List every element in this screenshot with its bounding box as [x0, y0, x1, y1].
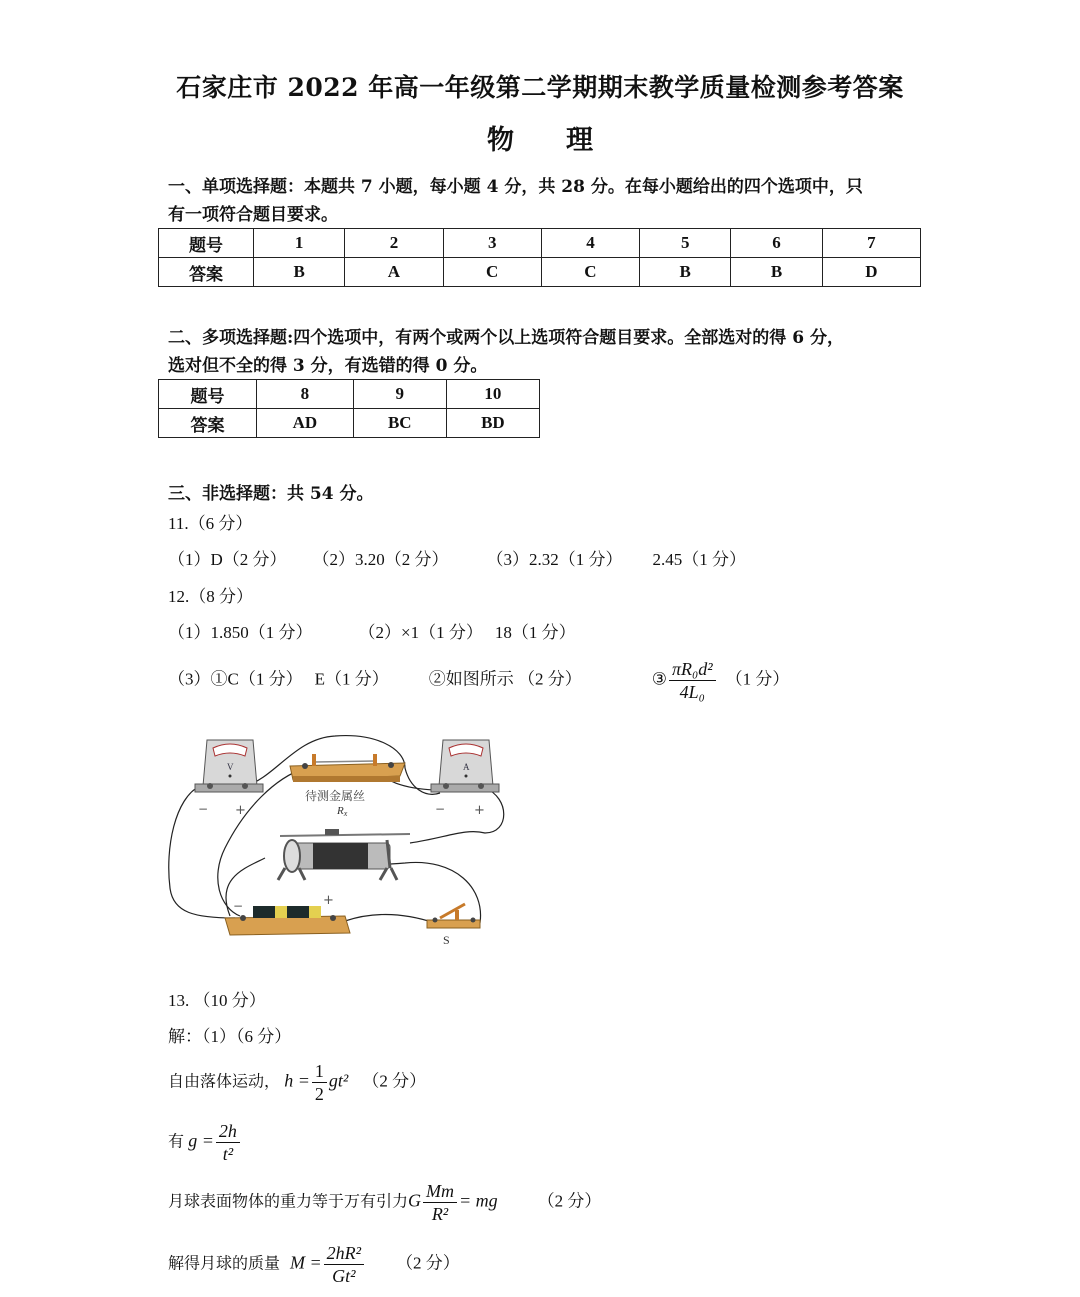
question-number: 8 [257, 380, 354, 409]
subject-char: 理 [566, 125, 593, 156]
fraction: $\frac{\text{2hR²}}{\text{Gt²}}$ [324, 1242, 364, 1287]
q12-title: 12.（8 分） [168, 587, 253, 606]
q11-part: （1）D（2 分） [168, 550, 287, 569]
q12-answers-line2 [168, 658, 789, 703]
svg-text:V: V [227, 762, 234, 772]
question-number: 4 [541, 229, 639, 258]
resistivity-formula: $\frac{\text{πR₀d²}}{\text{4L₀}}$ [669, 658, 716, 703]
section3-heading: 三、非选择题：共 54 分。 [168, 484, 374, 504]
answer-cell: D [822, 258, 920, 287]
section1-heading-line2: 有一项符合题目要求。 [168, 205, 338, 225]
answer-cell: A [345, 258, 443, 287]
section2-heading-line1: 二、多项选择题:四个选项中，有两个或两个以上选项符合题目要求。全部选对的得 6 分， [168, 328, 844, 348]
answer-cell: C [541, 258, 639, 287]
q13-title: 13. （10 分） [168, 991, 266, 1010]
svg-text:+: + [474, 803, 485, 818]
q11-part: 2.45（1 分） [652, 550, 747, 569]
answer-cell: B [731, 258, 822, 287]
row-label: 答案 [159, 258, 254, 287]
multiple-choice-answer-table [158, 379, 540, 438]
answer-cell: AD [257, 409, 354, 438]
fraction: $\frac{2h}{\text{t²}}$ [216, 1120, 240, 1165]
q12-part: （3）①C（1 分） [168, 669, 303, 689]
q12-part: ③ [651, 669, 667, 689]
q12-part: 18（1 分） [494, 623, 576, 642]
question-number: 2 [345, 229, 443, 258]
q12-part: ②如图所示 （2 分） [428, 669, 582, 689]
table-row [159, 380, 540, 409]
row-label: 题号 [159, 380, 257, 409]
question-number: 3 [443, 229, 541, 258]
question-number: 1 [254, 229, 345, 258]
q12-part: E（1 分） [314, 669, 389, 689]
q12-part: （2）×1（1 分） [358, 623, 483, 642]
svg-text:−: − [233, 899, 244, 913]
single-choice-answer-table [158, 228, 921, 287]
table-row [159, 409, 540, 438]
q11-title: 11.（6 分） [168, 514, 253, 533]
answer-cell: C [443, 258, 541, 287]
table-row [159, 229, 921, 258]
question-number: 9 [353, 380, 446, 409]
answer-cell: BC [353, 409, 446, 438]
section2-heading [168, 324, 928, 380]
fraction: $\frac{Mm}{\text{R²}}$ [423, 1180, 457, 1225]
svg-text:−: − [198, 802, 209, 816]
answer-cell: BD [446, 409, 539, 438]
svg-text:+: + [235, 803, 246, 818]
subject-title [0, 118, 1080, 157]
subject-char: 物 [487, 125, 514, 156]
q12-part: （1 分） [725, 669, 790, 689]
q11-part: （2）3.20（2 分） [312, 550, 449, 569]
q13-step4: 解得月球的质量 M = $\frac{\text{2hR²}}{\text{Gt²}}$ （2 分） [168, 1243, 460, 1286]
section1-heading [168, 173, 928, 229]
switch-icon [427, 904, 480, 947]
svg-text:待测金属丝: 待测金属丝 [305, 789, 366, 803]
question-number: 6 [731, 229, 822, 258]
section1-heading-line1: 一、单项选择题：本题共 7 小题，每小题 4 分，共 28 分。在每小题给出的四个选项中，只 [168, 177, 863, 197]
metal-wire-board-icon [290, 754, 405, 818]
answer-cell: B [640, 258, 731, 287]
q11-answers [168, 545, 746, 570]
circuit-diagram [165, 728, 515, 950]
q12-part: （1）1.850（1 分） [168, 623, 313, 642]
document-title: 石家庄市 2022 年高一年级第二学期期末教学质量检测参考答案 [176, 73, 904, 102]
battery-icon [225, 893, 350, 935]
question-number: 5 [640, 229, 731, 258]
section2-heading-line2: 选对但不全的得 3 分，有选错的得 0 分。 [168, 356, 488, 376]
q13-sub1: 解：（1）（6 分） [168, 1027, 292, 1046]
svg-text:+: + [323, 893, 334, 908]
fraction: $\frac{1}{2}$ [312, 1060, 327, 1105]
svg-text:S: S [443, 933, 450, 947]
ammeter-icon [431, 740, 499, 818]
row-label: 答案 [159, 409, 257, 438]
svg-text:−: − [435, 802, 446, 816]
rheostat-icon [278, 829, 410, 880]
q11-part: （3）2.32（1 分） [486, 550, 623, 569]
q13-step2: 有 g = $\frac{2h}{\text{t²}}$ [168, 1120, 242, 1165]
table-row [159, 258, 921, 287]
svg-text:Rx: Rx [337, 805, 348, 818]
q13-step3: 月球表面物体的重力等于万有引力G $\frac{Mm}{\text{R²}}$ = mg （2 分） [168, 1181, 602, 1224]
q12-answers-line1 [168, 618, 576, 643]
answer-cell: B [254, 258, 345, 287]
svg-text:A: A [463, 762, 470, 772]
question-number: 7 [822, 229, 920, 258]
row-label: 题号 [159, 229, 254, 258]
q13-step1: 自由落体运动， h = $\frac{1}{2}$ gt² （2 分） [168, 1061, 427, 1104]
question-number: 10 [446, 380, 539, 409]
